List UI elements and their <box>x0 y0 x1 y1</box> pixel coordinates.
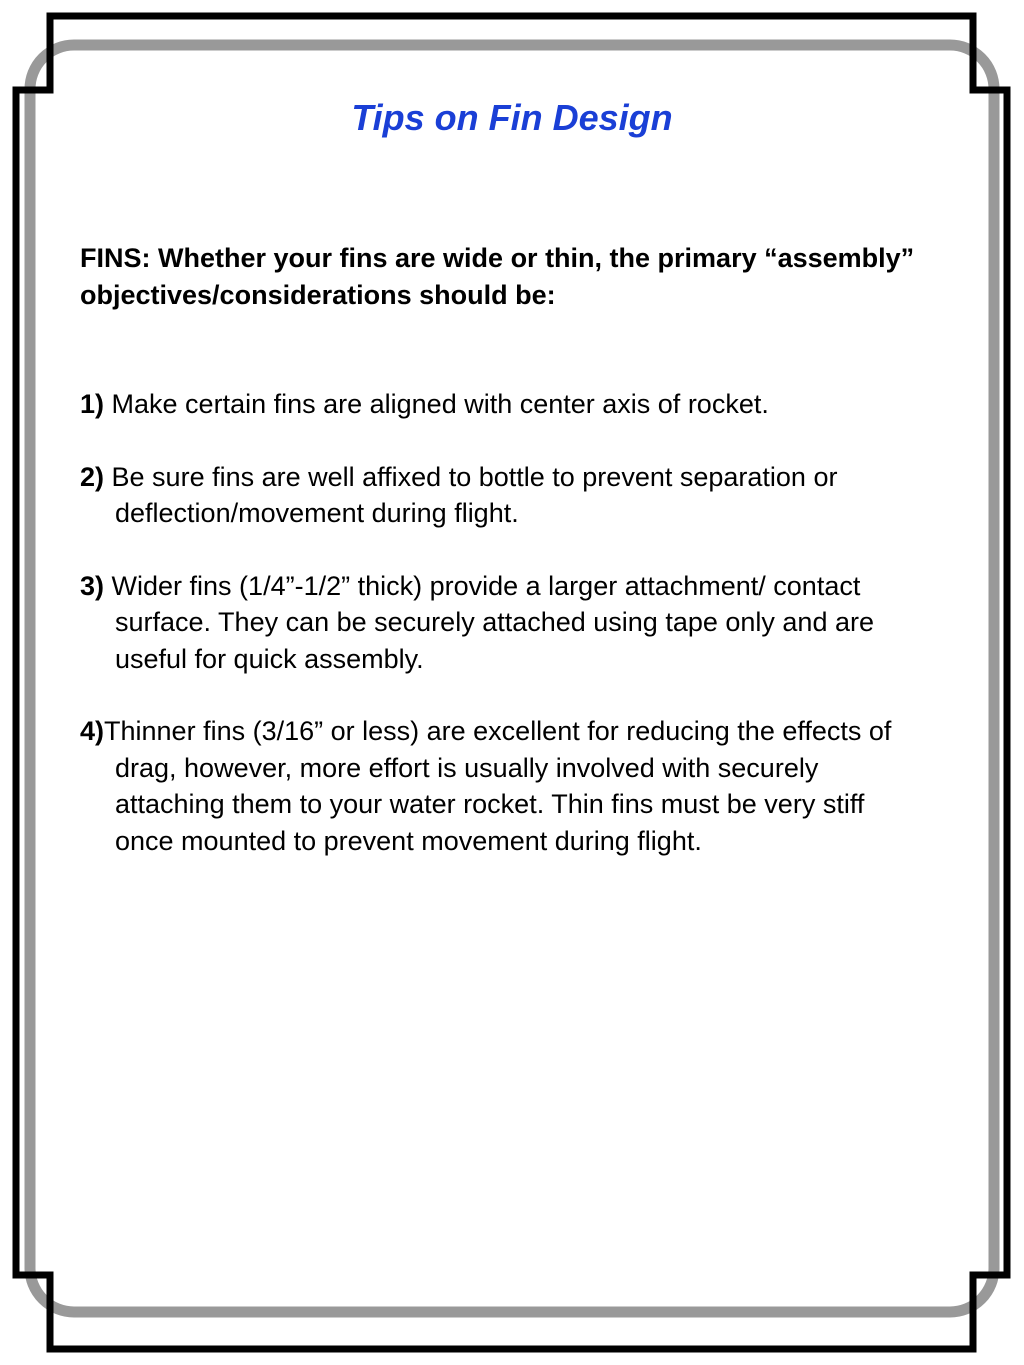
tip-text: Be sure fins are well affixed to bottle to prevent separation or deflection/movement during flight. <box>111 461 838 528</box>
tips-list <box>80 386 920 895</box>
tip-number: 4) <box>80 716 105 746</box>
tip-number: 1) <box>80 389 105 419</box>
tip-number: 2) <box>80 461 105 492</box>
tip-text: Thinner fins (3/16” or less) are excellent for reducing the effects of drag, however, more effort is usually involved with securely attaching them to your water rocket. Thin fins must be very stiff once mounted to prevent movement during flight. <box>104 716 892 856</box>
list-item <box>80 713 920 859</box>
tip-text: Wider fins (1/4”-1/2” thick) provide a larger attachment/ contact surface. They can be securely attached using tape only and are useful for quick assembly. <box>111 570 874 674</box>
list-item <box>80 386 920 423</box>
list-item <box>80 568 920 678</box>
tip-text: Make certain fins are aligned with center axis of rocket. <box>111 389 769 419</box>
tip-number: 3) <box>80 570 105 601</box>
page-title: Tips on Fin Design <box>351 97 673 138</box>
intro-text: FINS: Whether your fins are wide or thin, the primary “assembly” objectives/considerations should be: <box>80 243 915 310</box>
list-item <box>80 459 920 532</box>
